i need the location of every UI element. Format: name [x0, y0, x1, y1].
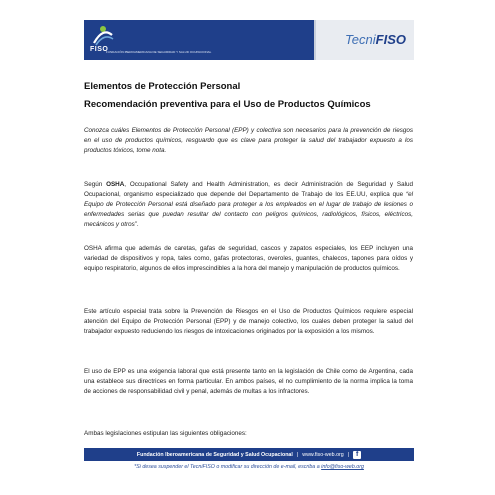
tecnifiso-brand-area — [314, 20, 414, 60]
footer-separator-2: | — [347, 451, 350, 458]
tecnifiso-brand — [345, 32, 406, 47]
osha-acronym: OSHA — [106, 181, 125, 188]
header-banner — [84, 20, 414, 60]
osha-quote: “el Equipo de Protección Personal está diseñado para proteger a los empleados en el lugar de trabajo de lesiones o enfermedades serias que puedan resultar del contacto con peligros químicos, radiológicos, físicos, eléctricos, mecánicos y otros” — [84, 191, 413, 228]
logo-subtitle: FUNDACIÓN IBEROAMERICANA DE SEGURIDAD Y SALUD OCUPACIONAL — [106, 50, 212, 54]
brand-prefix: Tecni — [345, 32, 376, 47]
osha-end: . — [136, 221, 139, 228]
obligations-intro-paragraph: Ambas legislaciones estipulan las siguientes obligaciones: — [84, 430, 247, 437]
footer-website-link[interactable]: www.fiso-web.org — [302, 451, 344, 458]
logo-text: FISO — [90, 46, 109, 53]
footer-email-link[interactable]: info@fiso-web.org — [321, 464, 364, 470]
brand-suffix: FISO — [375, 32, 406, 47]
article-paragraph: Este artículo especial trata sobre la Prevención de Riesgos en el Uso de Productos Químicos requiere especial atención del Equipo de Protección Personal (EPP) y de manejo colectivo, los cuales deben proteger la salud del trabajador expuesto reduciendo los riesgos de intoxicaciones originados por la exposición a los mismos. — [84, 308, 413, 335]
osha-text: , Occupational Safety and Health Administration, es decir Administración de Seguridad y Salud Ocupacional, organismo especializado que depende del Departamento de Trabajo de los EE.UU, explica que — [84, 181, 413, 198]
document-title: Elementos de Protección Personal — [84, 81, 241, 92]
osha-equipment-paragraph: OSHA afirma que además de caretas, gafas de seguridad, cascos y zapatos especiales, los EEP incluyen una variedad de dispositivos y ropa, tales como, gafas protectoras, overoles, guantes, chalecos, tapones para oídos y equipo respiratorio, algunos de ellos imprescindibles a la hora del manejo y manipulación de productos químicos. — [84, 245, 413, 272]
osha-lead: Según — [84, 181, 107, 188]
osha-paragraph — [84, 180, 413, 230]
footer-bar — [84, 448, 414, 461]
facebook-icon[interactable]: f — [353, 451, 361, 459]
fiso-logo-area — [84, 20, 314, 60]
document-subtitle: Recomendación preventiva para el Uso de Productos Químicos — [84, 99, 371, 110]
footer-org-name: Fundación Iberoamericana de Seguridad y Salud Ocupacional — [136, 451, 293, 458]
epp-legislation-paragraph: El uso de EPP es una exigencia laboral que está presente tanto en la legislación de Chile como de Argentina, cada una establece sus directrices en forma particular. En ambos países, el no cumplimiento de la norma implica la toma de acciones de responsabilidad civil y penal, además de multas a los infractores. — [84, 368, 413, 395]
footer-separator: | — [296, 451, 299, 458]
intro-paragraph: Conozca cuáles Elementos de Protección Personal (EPP) y colectiva son necesarios para la prevención de riesgos en el uso de productos químicos, resguardo que es clave para proteger la salud del trabajador expuesto a los productos tóxicos, tome nota. — [84, 127, 413, 154]
footer-note — [84, 464, 414, 470]
footer-note-text: *Si desea suspender el TecniFISO o modificar su dirección de e-mail, escriba a — [134, 464, 322, 470]
